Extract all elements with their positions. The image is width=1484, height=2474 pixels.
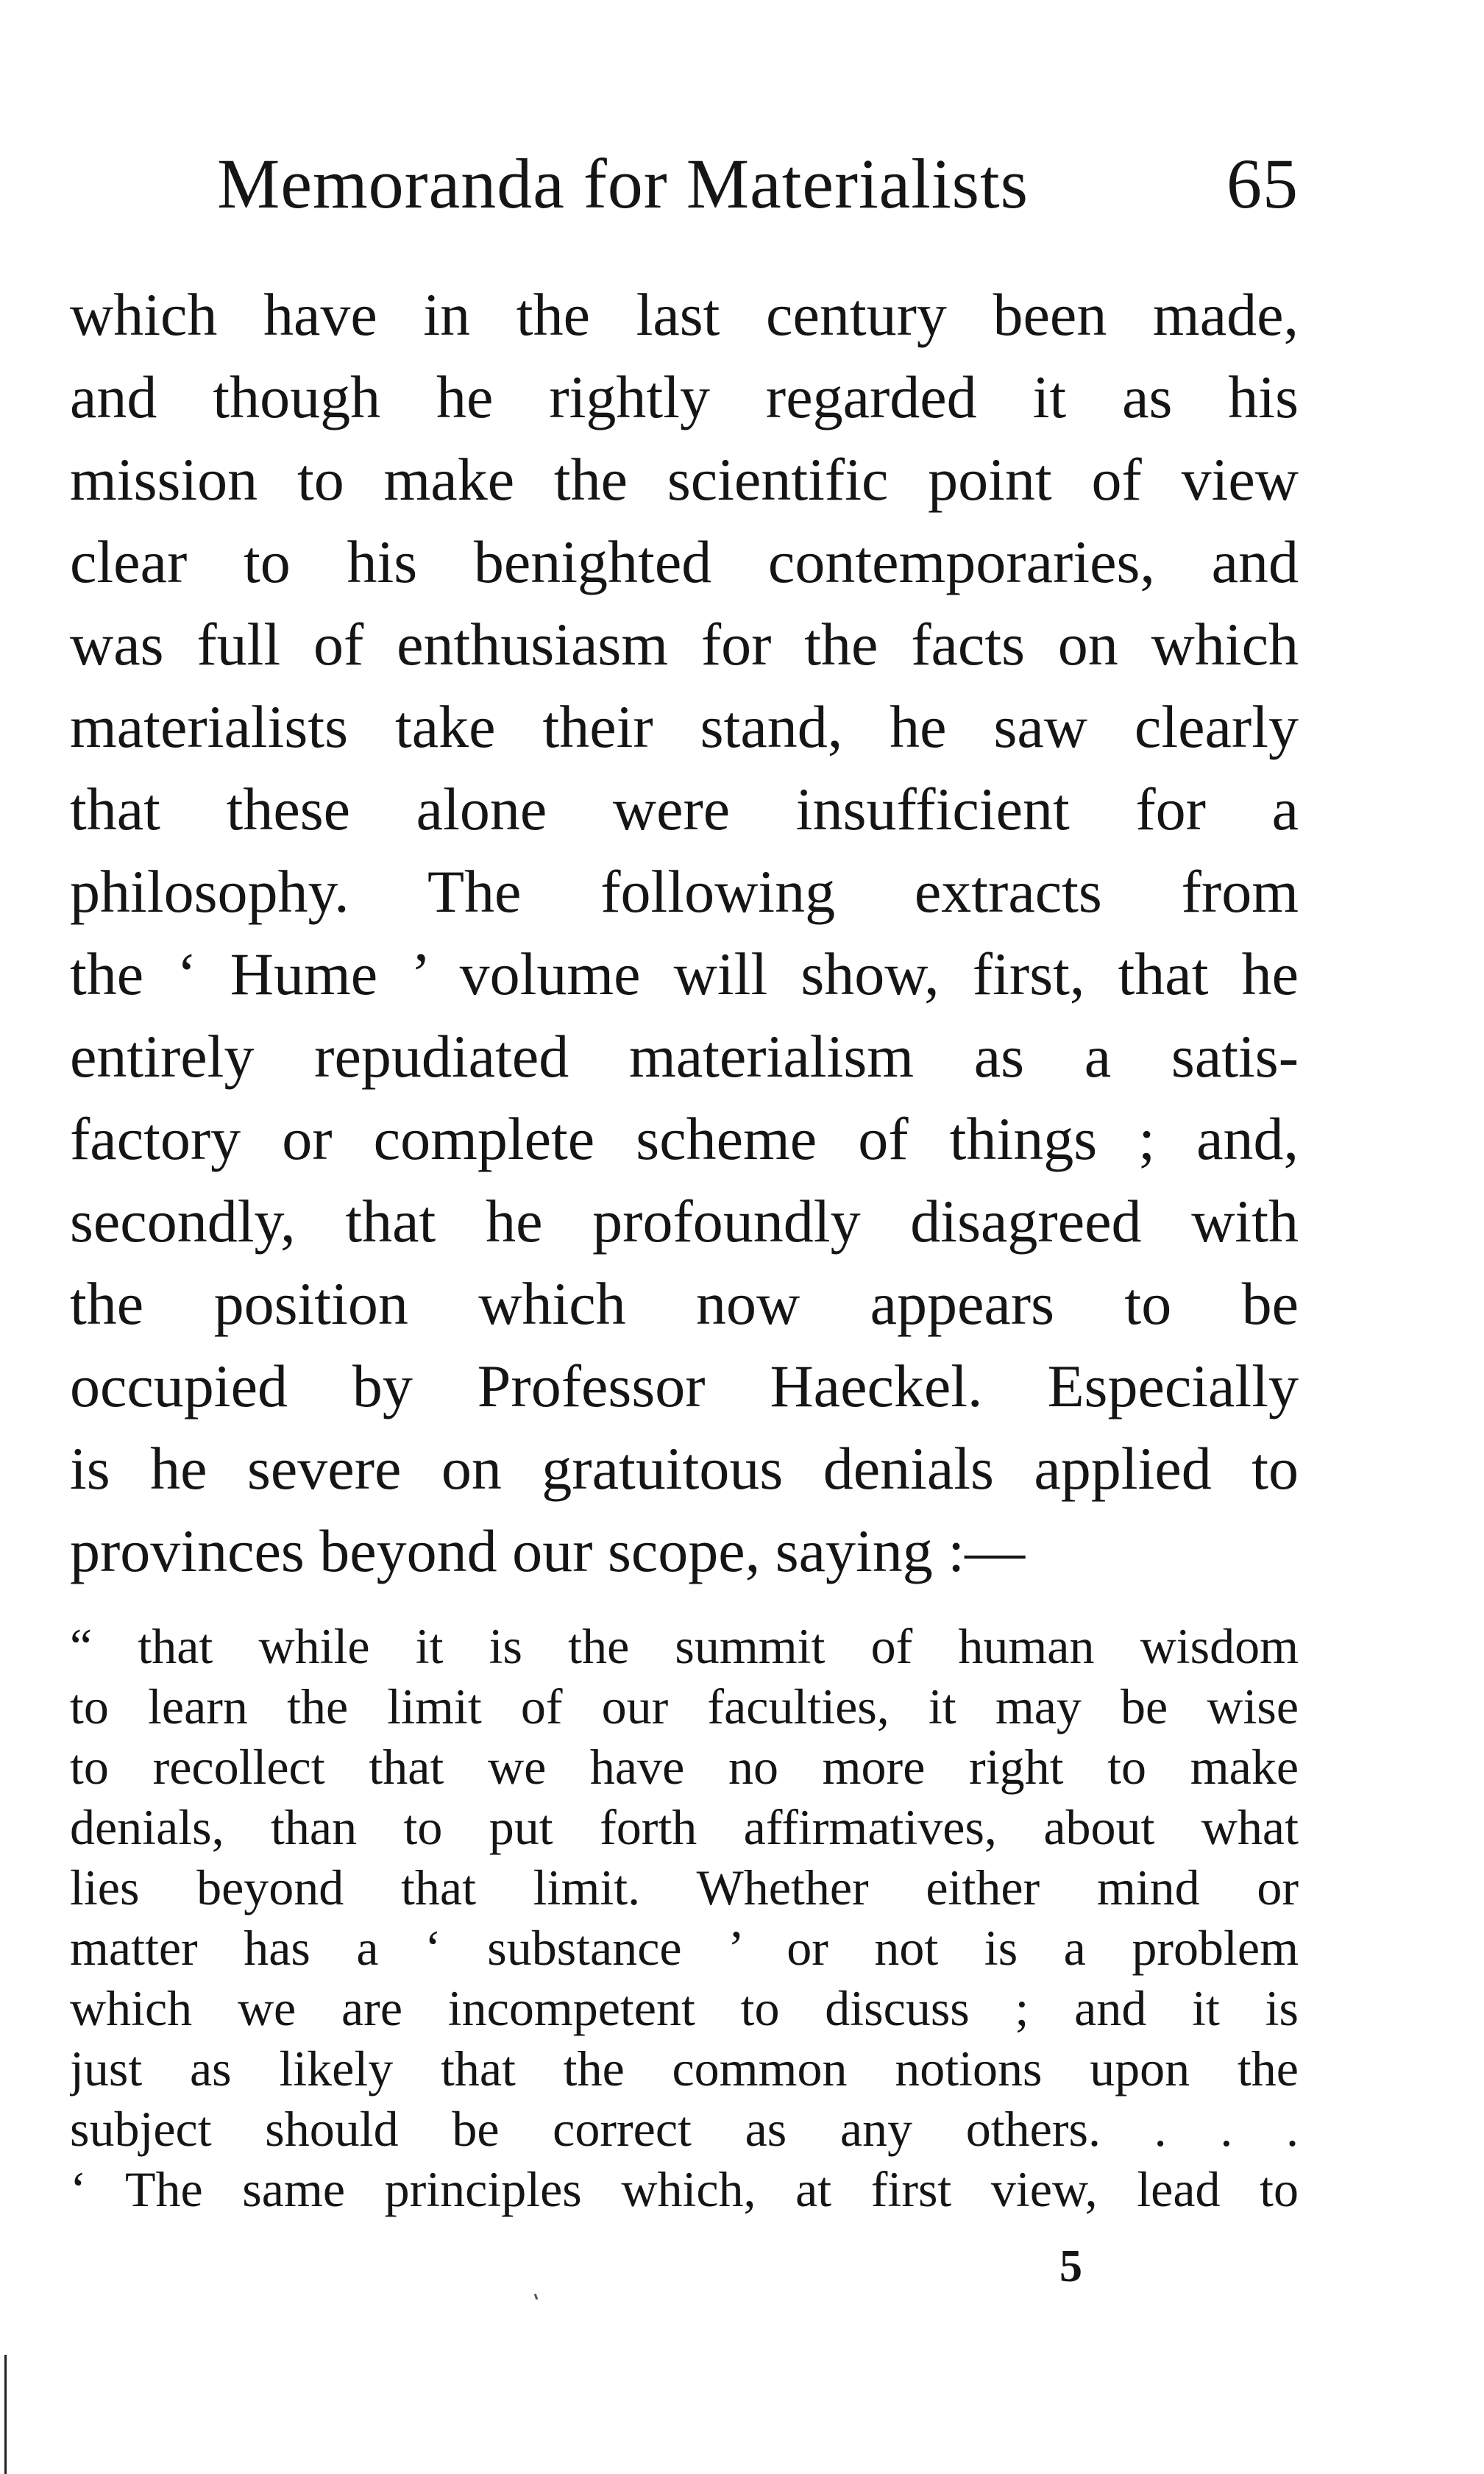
page-number: 65 xyxy=(1226,144,1299,223)
body-line: is he severe on gratuitous denials applied to xyxy=(70,1435,1299,1502)
body-line: that these alone were insufficient for a xyxy=(70,776,1299,843)
body-line: factory or complete scheme of things ; and, xyxy=(70,1105,1299,1172)
signature-mark: 5 xyxy=(1059,2241,1082,2292)
body-line: provinces beyond our scope, saying :— xyxy=(70,1517,1026,1584)
running-head xyxy=(217,132,1299,235)
body-paragraph xyxy=(70,274,1299,1592)
body-line: was full of enthusiasm for the facts on which xyxy=(70,611,1299,678)
body-line: materialists take their stand, he saw clearly xyxy=(70,693,1299,760)
scan-speck xyxy=(534,2294,539,2300)
quote-line: denials, than to put forth affirmatives, about what xyxy=(70,1799,1299,1855)
quote-line: lies beyond that limit. Whether either mind or xyxy=(70,1860,1299,1915)
quote-line: subject should be correct as any others. . . . xyxy=(70,2101,1299,2157)
block-quote xyxy=(70,1616,1299,2219)
body-line: the ‘ Hume ’ volume will show, first, that he xyxy=(70,940,1299,1007)
scan-edge-mark xyxy=(4,2355,7,2474)
quote-line: just as likely that the common notions upon the xyxy=(70,2041,1299,2096)
quote-line: which we are incompetent to discuss ; and it is xyxy=(70,1980,1299,2036)
body-line: entirely repudiated materialism as a satis- xyxy=(70,1023,1299,1090)
body-line: secondly, that he profoundly disagreed with xyxy=(70,1188,1299,1255)
quote-line: matter has a ‘ substance ’ or not is a problem xyxy=(70,1920,1299,1976)
quote-line: “ that while it is the summit of human wisdom xyxy=(70,1618,1299,1674)
quote-line: to recollect that we have no more right to make xyxy=(70,1739,1299,1795)
body-line: the position which now appears to be xyxy=(70,1270,1299,1337)
body-line: occupied by Professor Haeckel. Especially xyxy=(70,1353,1299,1419)
quote-line: to learn the limit of our faculties, it may be wise xyxy=(70,1679,1299,1734)
body-line: and though he rightly regarded it as his xyxy=(70,364,1299,430)
body-line: philosophy. The following extracts from xyxy=(70,858,1299,925)
body-line: mission to make the scientific point of view xyxy=(70,446,1299,513)
body-line: which have in the last century been made, xyxy=(70,281,1299,348)
quote-line: ‘ The same principles which, at first view, lead to xyxy=(70,2161,1299,2217)
running-head-title: Memoranda for Materialists xyxy=(217,144,1029,223)
body-line: clear to his benighted contemporaries, and xyxy=(70,528,1299,595)
